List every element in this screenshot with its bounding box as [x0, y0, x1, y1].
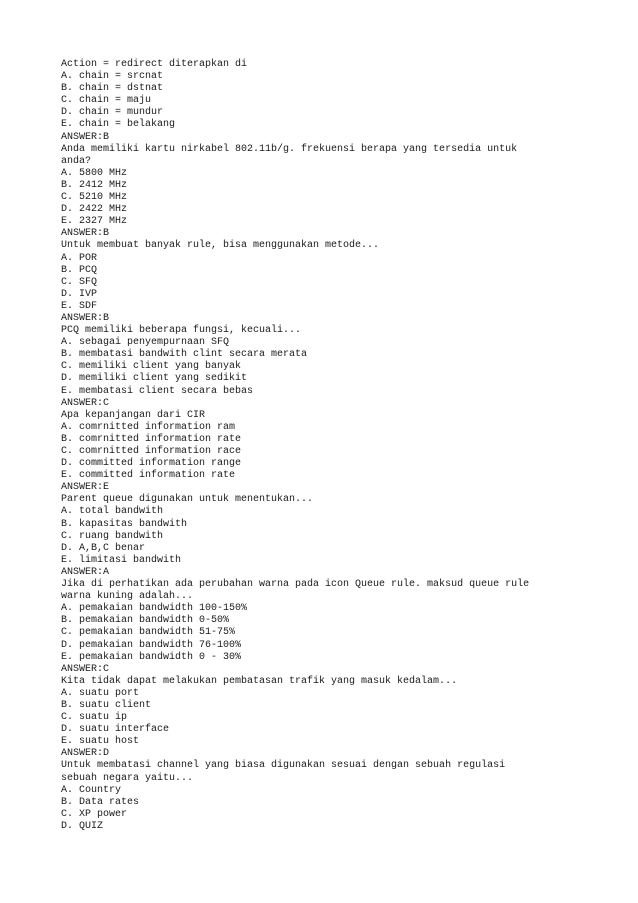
answer-key: ANSWER:B	[61, 312, 110, 324]
option-d: D. suatu interface	[61, 724, 170, 736]
option-a: A. 5800 MHz	[61, 167, 128, 179]
option-b: B. 2412 MHz	[61, 179, 128, 191]
option-d: D. committed information range	[61, 458, 242, 470]
question-stem: Anda memiliki kartu nirkabel 802.11b/g. frekuensi berapa yang tersedia untuk	[61, 143, 518, 155]
option-e: E. chain = belakang	[61, 119, 176, 131]
option-c: C. suatu ip	[61, 712, 128, 724]
option-a: A. sebagai penyempurnaan SFQ	[61, 337, 230, 349]
option-b: B. Data rates	[61, 796, 140, 808]
option-c: C. 5210 MHz	[61, 192, 128, 204]
option-a: A. Country	[61, 784, 122, 796]
answer-key: ANSWER:B	[61, 131, 110, 143]
question-stem-continued: sebuah negara yaitu...	[61, 772, 194, 784]
option-a: A. POR	[61, 252, 98, 264]
question-4	[61, 325, 581, 410]
answer-key: ANSWER:C	[61, 397, 110, 409]
option-e: E. suatu host	[61, 736, 140, 748]
option-c: C. XP power	[61, 808, 128, 820]
answer-key: ANSWER:E	[61, 482, 110, 494]
option-b: B. pemakaian bandwidth 0-50%	[61, 615, 230, 627]
option-b: B. membatasi bandwith clint secara merata	[61, 349, 308, 361]
answer-key: ANSWER:D	[61, 748, 110, 760]
option-c: C. SFQ	[61, 276, 98, 288]
option-c: C. ruang bandwith	[61, 530, 164, 542]
option-d: D. memiliki client yang sedikit	[61, 373, 248, 385]
option-b: B. comrnitted information rate	[61, 433, 242, 445]
option-e: E. limitasi bandwith	[61, 554, 182, 566]
option-a: A. chain = srcnat	[61, 71, 164, 83]
option-d: D. A,B,C benar	[61, 542, 146, 554]
question-3	[61, 240, 581, 325]
option-a: A. suatu port	[61, 687, 140, 699]
option-d: D. QUIZ	[61, 820, 104, 832]
option-e: E. 2327 MHz	[61, 216, 128, 228]
question-stem: PCQ memiliki beberapa fungsi, kecuali...	[61, 325, 302, 337]
option-b: B. suatu client	[61, 699, 152, 711]
answer-key: ANSWER:A	[61, 566, 110, 578]
option-a: A. total bandwith	[61, 506, 164, 518]
option-e: E. SDF	[61, 300, 98, 312]
option-b: B. chain = dstnat	[61, 83, 164, 95]
option-a: A. pemakaian bandwidth 100-150%	[61, 603, 248, 615]
option-e: E. pemakaian bandwidth 0 - 30%	[61, 651, 242, 663]
document-page	[61, 59, 581, 833]
option-b: B. kapasitas bandwith	[61, 518, 188, 530]
question-1	[61, 59, 581, 144]
option-c: C. pemakaian bandwidth 51-75%	[61, 627, 236, 639]
question-5	[61, 410, 581, 495]
question-6	[61, 494, 581, 579]
option-c: C. chain = maju	[61, 95, 152, 107]
question-stem: Parent queue digunakan untuk menentukan...	[61, 494, 314, 506]
option-e: E. membatasi client secara bebas	[61, 385, 254, 397]
answer-key: ANSWER:C	[61, 663, 110, 675]
question-stem: Action = redirect diterapkan di	[61, 59, 248, 70]
question-8	[61, 676, 581, 761]
question-stem-continued: anda?	[61, 155, 92, 167]
option-d: D. pemakaian bandwidth 76-100%	[61, 639, 242, 651]
option-d: D. IVP	[61, 288, 98, 300]
question-stem: Untuk membatasi channel yang biasa digunakan sesuai dengan sebuah regulasi	[61, 760, 506, 772]
option-c: C. comrnitted information race	[61, 446, 242, 457]
option-c: C. memiliki client yang banyak	[61, 361, 242, 373]
option-e: E. committed information rate	[61, 470, 236, 482]
option-a: A. comrnitted information ram	[61, 421, 236, 433]
question-stem-continued: warna kuning adalah...	[61, 591, 194, 603]
option-d: D. 2422 MHz	[61, 204, 128, 216]
question-stem: Jika di perhatikan ada perubahan warna pada icon Queue rule. maksud queue rule	[61, 579, 530, 591]
question-stem: Apa kepanjangan dari CIR	[61, 409, 206, 421]
question-9	[61, 760, 581, 833]
question-stem: Untuk membuat banyak rule, bisa menggunakan metode...	[61, 240, 380, 252]
option-b: B. PCQ	[61, 264, 98, 276]
question-7	[61, 579, 581, 676]
option-d: D. chain = mundur	[61, 107, 164, 119]
question-2	[61, 144, 581, 241]
question-stem: Kita tidak dapat melakukan pembatasan trafik yang masuk kedalam...	[61, 675, 458, 687]
answer-key: ANSWER:B	[61, 228, 110, 240]
